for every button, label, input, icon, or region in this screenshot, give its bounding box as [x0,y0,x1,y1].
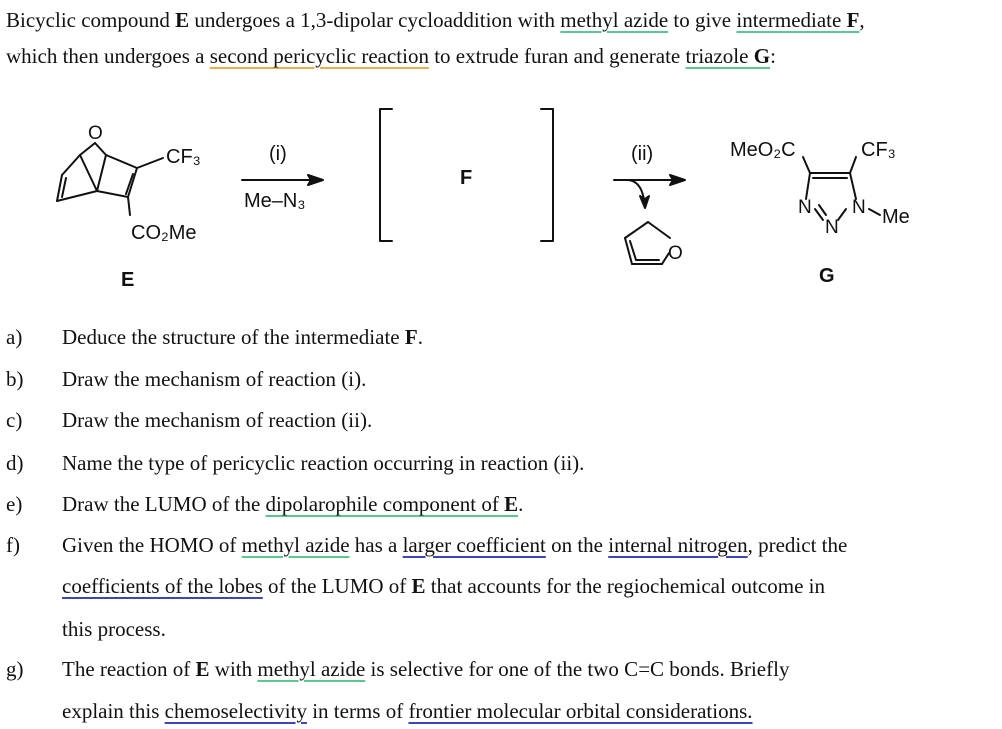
question-g [6,657,996,687]
question-text: Draw the mechanism of reaction (i). [62,367,367,391]
compound-E-structure [57,143,163,215]
arrow-step-i [242,175,323,185]
intro-text: undergoes a 1,3-dipolar cycloaddition with [189,8,561,32]
question-f-cont2 [6,617,996,647]
question-text: Name the type of pericyclic reaction occurring in reaction (ii). [62,451,585,475]
question-text: Deduce the structure of the intermediate F. [62,325,423,349]
triazole-G-structure [803,157,880,220]
step-i-label: (i) [269,143,287,165]
atom-N-left: N [798,197,812,218]
highlight-larger-coefficient: larger coefficient [402,533,546,557]
question-label: c) [6,408,23,432]
highlight-fmo-considerations: frontier molecular orbital considerations. [408,699,753,723]
question-label: a) [6,325,23,349]
question-intro [6,2,998,74]
highlight-chemoselectivity: chemoselectivity [164,699,307,723]
question-text-line2: coefficients of the lobes of the LUMO of E that accounts for the regiochemical outcome in [62,574,825,598]
compound-label-G: G [819,265,835,287]
group-Me-G: Me [882,206,910,228]
atom-O-bridge: O [88,123,103,144]
question-f [6,533,996,563]
compound-E-ref: E [175,8,190,32]
question-text-line2: explain this chemoselectivity in terms of frontier molecular orbital considerations. [62,699,753,723]
highlight-methyl-azide: methyl azide [241,533,350,557]
intro-text: to extrude furan and generate [428,44,686,68]
atom-N-right: N [852,197,866,218]
question-label: d) [6,451,24,475]
arrow-step-ii [614,175,685,208]
highlight-second-pericyclic: second pericyclic reaction [209,44,429,68]
question-g-cont [6,699,996,729]
intro-text: to give [668,8,737,32]
question-label: e) [6,492,23,516]
intro-text: Bicyclic compound [6,8,176,32]
intro-text: : [770,44,776,68]
highlight-intermediate: intermediate F [736,8,860,32]
question-a [6,325,996,355]
question-e [6,492,996,522]
highlight-methyl-azide: methyl azide [560,8,669,32]
question-text-line3: this process. [62,617,166,641]
atom-N-bottom: N [825,217,839,238]
group-MeO2C-G: MeO₂C [730,139,796,161]
question-label: g) [6,657,24,681]
group-CF3-G: CF₃ [861,139,896,161]
question-label: b) [6,367,24,391]
intro-text: which then undergoes a [6,44,210,68]
highlight-methyl-azide: methyl azide [257,657,366,681]
group-CF3-E: CF₃ [166,146,201,168]
question-label: f) [6,533,20,557]
compound-label-F: F [460,167,473,189]
question-f-cont [6,574,996,604]
highlight-internal-nitrogen: internal nitrogen [608,533,748,557]
highlight-coefficients-lobes: coefficients of the lobes [62,574,263,598]
highlight-dipolarophile: dipolarophile component of E [265,492,519,516]
step-ii-label: (ii) [631,143,654,165]
question-d [6,451,996,481]
highlight-triazole: triazole G [685,44,771,68]
reagent-i-label: Me–N₃ [244,190,306,212]
reaction-scheme [0,95,1002,305]
question-c [6,408,996,438]
question-text: Draw the LUMO of the dipolarophile component of E. [62,492,524,516]
question-b [6,367,996,397]
question-text: Draw the mechanism of reaction (ii). [62,408,373,432]
furan-structure [625,222,671,267]
compound-label-E: E [121,269,135,291]
intro-text: , [859,8,865,32]
group-CO2Me-E: CO₂Me [131,222,197,244]
question-text-line1: Given the HOMO of methyl azide has a larger coefficient on the internal nitrogen, predict the [62,533,848,557]
atom-O-furan: O [668,243,683,264]
question-text-line1: The reaction of E with methyl azide is selective for one of the two C=C bonds. Briefly [62,657,790,681]
